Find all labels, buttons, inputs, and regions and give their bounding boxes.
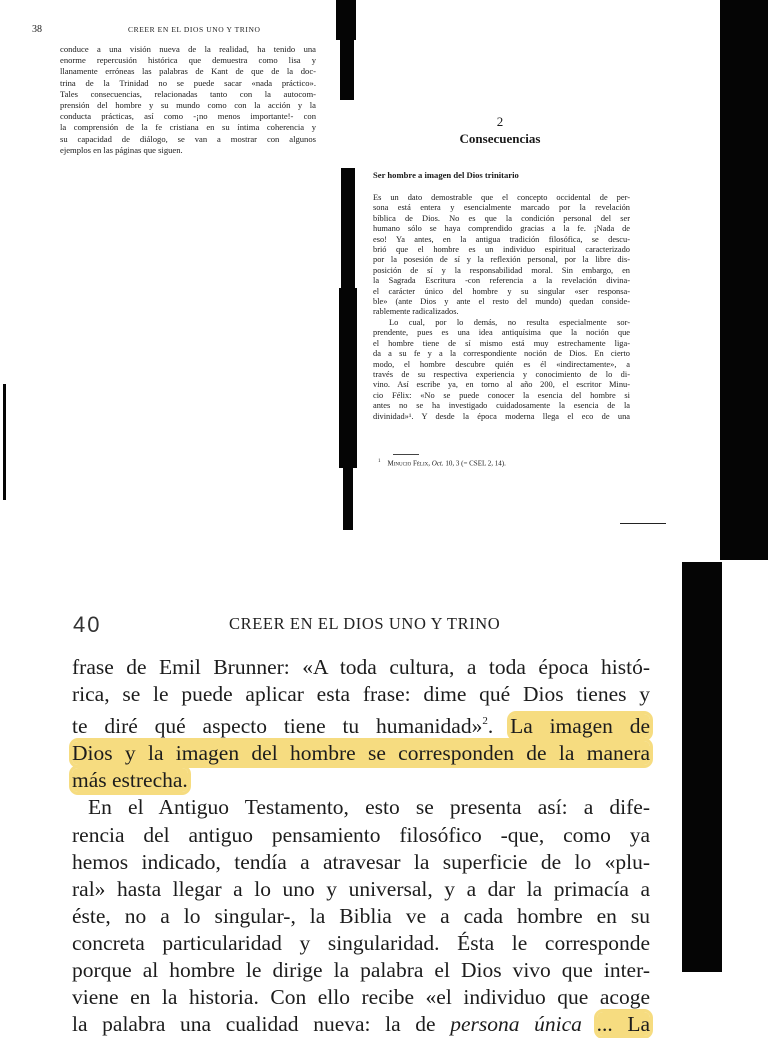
text-line: la comprensión de la fe cristiana en su íntima coherencia y [60,122,316,133]
footnote-author: Minucio Félix, [387,459,430,468]
text-line [72,740,650,767]
text-line: través de su respectiva experiencia y conocimiento de lo di- [373,369,630,379]
footnote-ref: 10, 3 (= CSEL 2, 14). [445,459,506,468]
text-line: brió que el hombre es un individuo espiritual caracterizado [373,245,630,255]
text-line: rablemente radicalizados. [373,307,459,317]
page38-text [60,44,316,156]
text-line: divinidad»¹. Y desde la época moderna llega el eco de una [373,411,630,421]
text-line: prensión del hombre y su mundo como con la acción y la [60,100,316,111]
text-line: concreta particularidad y singularidad. Ésta le corresponde [72,930,650,955]
page40-text [72,654,650,1038]
scan-shadow-right-top [720,0,768,560]
text-line [72,767,650,794]
italic-text: persona única [450,1012,582,1037]
text-line: modo, el hombre descubre quién es él «indirectamente», a [373,359,630,369]
text-line: llanamente erróneas las palabras de Kant de que de la doc- [60,66,316,77]
text-line: sona está entera y esencialmente marcado por la revelación [373,203,630,213]
text-line: viene en la historia. Con ello recibe «el individuo que acoge [72,985,650,1010]
text-line: Tales consecuencias, relacionadas tanto con la autocom- [60,88,316,99]
text-line [72,1011,650,1038]
running-head-40: CREER EN EL DIOS UNO Y TRINO [229,614,501,633]
text-line: conduce a una visión nueva de la realidad, ha tenido una [60,44,316,54]
text-segment: te diré qué aspecto tiene tu humanidad» [72,714,483,739]
scan-shadow-right-bottom [682,562,722,972]
text-line: bíblica de Dios. No es que la condición personal del ser [373,213,630,223]
text-line: En el Antiguo Testamento, esto se presenta así: a dife- [88,795,650,820]
highlighted-text: La imagen de [510,714,651,739]
page-number-40: 40 [73,612,102,637]
footnote [378,459,506,467]
text-line: trina de la Trinidad no se puede sacar «nada práctico». [60,77,316,88]
footnote-mark: 2 [482,715,488,728]
text-segment: . [487,714,494,739]
chapter-number: 2 [496,114,504,129]
scan-shadow-gutter-top [336,0,356,40]
text-line: humano sólo se haya comprendido gracias a la fe. ¡Nada de [373,224,630,234]
text-line: ejemplos en las páginas que siguen. [60,144,183,155]
text-line: eso! Ya antes, en la antigua tradición filosófica, se descu- [373,234,630,244]
footnote-work: Oct. [431,459,444,468]
text-line: el carácter único del hombre y su singular «ser responsa- [373,286,630,296]
text-line: hemos indicado, tendía a atravesar la superficie de lo «plu- [72,849,650,874]
scan-shadow-gutter-upper [340,40,354,100]
text-line: posición de sí y la responsabilidad moral. Sin embargo, en [373,265,630,275]
highlighted-text: Dios y la imagen del hombre se corresponden de la manera [72,741,650,766]
text-line: el hombre tiene de sí mismo está muy estrechamente liga- [373,338,630,348]
text-line: porque al hombre le dirige la palabra el Dios vivo que inter- [72,958,650,983]
text-line: por la posesión de sí y la reflexión personal, por la libre dis- [373,255,630,265]
text-line: ral» hasta llegar a lo uno y universal, y a dar la primacía a [72,876,650,901]
footnote-mark: 1 [378,459,381,464]
section-title: Ser hombre a imagen del Dios trinitario [373,170,519,180]
highlighted-text: más estrecha. [72,768,188,793]
text-line: da a su fe y a la correspondiente noción de Dios. En cierto [373,349,630,359]
text-line: su capacidad de diálogo, se van a mostrar con algunos [60,133,316,144]
divider-rule [620,523,666,524]
page-number-38: 38 [32,24,42,35]
text-line: éste, no a lo singular-, la Biblia ve a cada hombre en su [72,903,650,928]
text-line: Es un dato demostrable que el concepto occidental de per- [373,193,630,202]
text-line: vino. Así escribe ya, en torno al año 200, el escritor Minu- [373,380,630,390]
scan-shadow-gutter-low [339,288,357,468]
text-line: conducta prácticas, así como -¡no menos importante!- con [60,111,316,122]
text-line: rica, se le puede aplicar esta frase: dime qué Dios tienes y [72,682,650,707]
chapter-text [373,193,630,422]
text-line: la Sagrada Escritura -con referencia a la revelación divina- [373,276,630,286]
text-line: frase de Emil Brunner: «A toda cultura, a toda época histó- [72,655,650,679]
text-line: rencia del antiguo pensamiento filosófico -que, como ya [72,822,650,847]
text-line: cio Félix: «No se puede conocer la esencia del hombre si [373,390,630,400]
scan-shadow-left-line [3,384,6,500]
text-line: enorme repercusión histórica que demuestra como lisa y [60,55,316,66]
text-line [72,708,650,740]
scan-shadow-gutter-mid [341,168,355,288]
footnote-rule [393,454,419,455]
text-line: prendente, pues es una idea antiquísima que la noción que [373,328,630,338]
text-segment: la palabra una cualidad nueva: la de [72,1012,436,1037]
scan-shadow-gutter-bottom [343,468,353,530]
chapter-title: Consecuencias [459,131,541,146]
text-line: ble» (ante Dios y ante el resto del mundo) quedan conside- [373,297,630,307]
text-line: antes no se ha investigado cuidadosamente la esencia de la [373,401,630,411]
text-line: Lo cual, por lo demás, no resulta especialmente sor- [389,317,630,327]
highlighted-text: ... La [596,1012,651,1037]
running-head-38: CREER EN EL DIOS UNO Y TRINO [128,25,261,34]
